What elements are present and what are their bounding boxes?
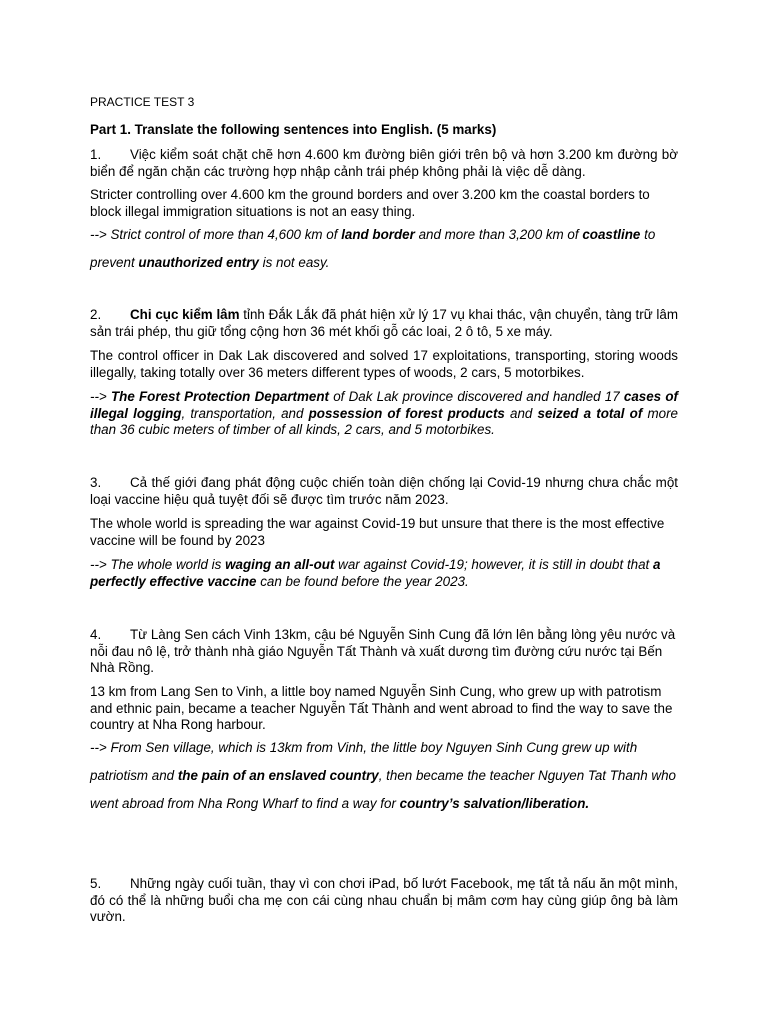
item-3-answer: --> The whole world is waging an all-out war against Covid-19; however, it is still in doubt that a perfectly effective vaccine can be found before the year 2023. [90, 557, 661, 589]
item-1-attempt: Stricter controlling over 4.600 km the ground borders and over 3.200 km the coastal borders to block illegal immigration situations is not an easy thing. [90, 187, 650, 219]
item-2-number: 2. [90, 307, 102, 322]
part-heading: Part 1. Translate the following sentences into English. (5 marks) [90, 122, 497, 137]
item-4-source: 4. Từ Làng Sen cách Vinh 13km, cậu bé Nguyễn Sinh Cung đã lớn lên bằng lòng yêu nước và nỗi đau nô lệ, trở thành nhà giáo Nguyễn Tất Thành và xuất dương tìm đường cứu nước tại Bến Nhà Rồng. [90, 627, 676, 675]
item-2-attempt: The control officer in Dak Lak discovered and solved 17 exploitations, transporting, storing woods illegally, taking totally over 36 meters different types of woods, 2 cars, 5 motorbikes. [90, 348, 678, 380]
item-4-number: 4. [90, 627, 102, 642]
item-5-source: 5. Những ngày cuối tuần, thay vì con chơi iPad, bố lướt Facebook, mẹ tất tả nấu ăn một mình, đó có thể là những buổi cha mẹ con cái cùng nhau chuẩn bị mâm cơm hay cùng giúp ông bà làm vườn. [90, 876, 678, 924]
item-3-source: 3. Cả thế giới đang phát động cuộc chiến toàn diện chống lại Covid-19 nhưng chưa chắc một loại vaccine hiệu quả tuyệt đối sẽ được tìm trước năm 2023. [90, 475, 678, 507]
item-4-attempt: 13 km from Lang Sen to Vinh, a little boy named Nguyễn Sinh Cung, who grew up with patrotism and ethnic pain, became a teacher Nguyễn Tất Thành and went abroad to find the way to save the country at Nha Rong harbour. [90, 684, 673, 732]
item-1-number: 1. [90, 147, 102, 162]
item-2-source: 2. Chi cục kiểm lâm tỉnh Đắk Lắk đã phát hiện xử lý 17 vụ khai thác, vận chuyển, tàng trữ lâm sản trái phép, thu giữ tổng cộng hơn 36 mét khối gỗ các loai, 2 ô tô, 5 xe máy. [90, 307, 678, 339]
item-5-number: 5. [90, 876, 102, 891]
item-3-attempt: The whole world is spreading the war against Covid-19 but unsure that there is the most effective vaccine will be found by 2023 [90, 516, 665, 548]
item-3-number: 3. [90, 475, 102, 490]
item-1-answer: --> Strict control of more than 4,600 km of land border and more than 3,200 km of coastline to prevent unauthorized entry is not easy. [90, 227, 656, 270]
item-1-source: 1. Việc kiểm soát chặt chẽ hơn 4.600 km đường biên giới trên bộ và hơn 3.200 km đường bờ biển để ngăn chặn các trường hợp nhập cảnh trái phép không phải là việc dễ dàng. [90, 147, 678, 179]
item-4-answer: --> From Sen village, which is 13km from Vinh, the little boy Nguyen Sinh Cung grew up with patriotism and the pain of an enslaved country, then became the teacher Nguyen Tat Thanh who went abroad from Nha Rong Wharf to find a way for country’s salvation/liberation. [90, 740, 677, 811]
item-2-answer: --> The Forest Protection Department of Dak Lak province discovered and handled 17 cases of illegal logging, transportation, and possession of forest products and seized a total of more than 36 cubic meters of timber of all kinds, 2 cars, and 5 motorbikes. [90, 389, 678, 437]
doc-title: PRACTICE TEST 3 [90, 95, 195, 109]
